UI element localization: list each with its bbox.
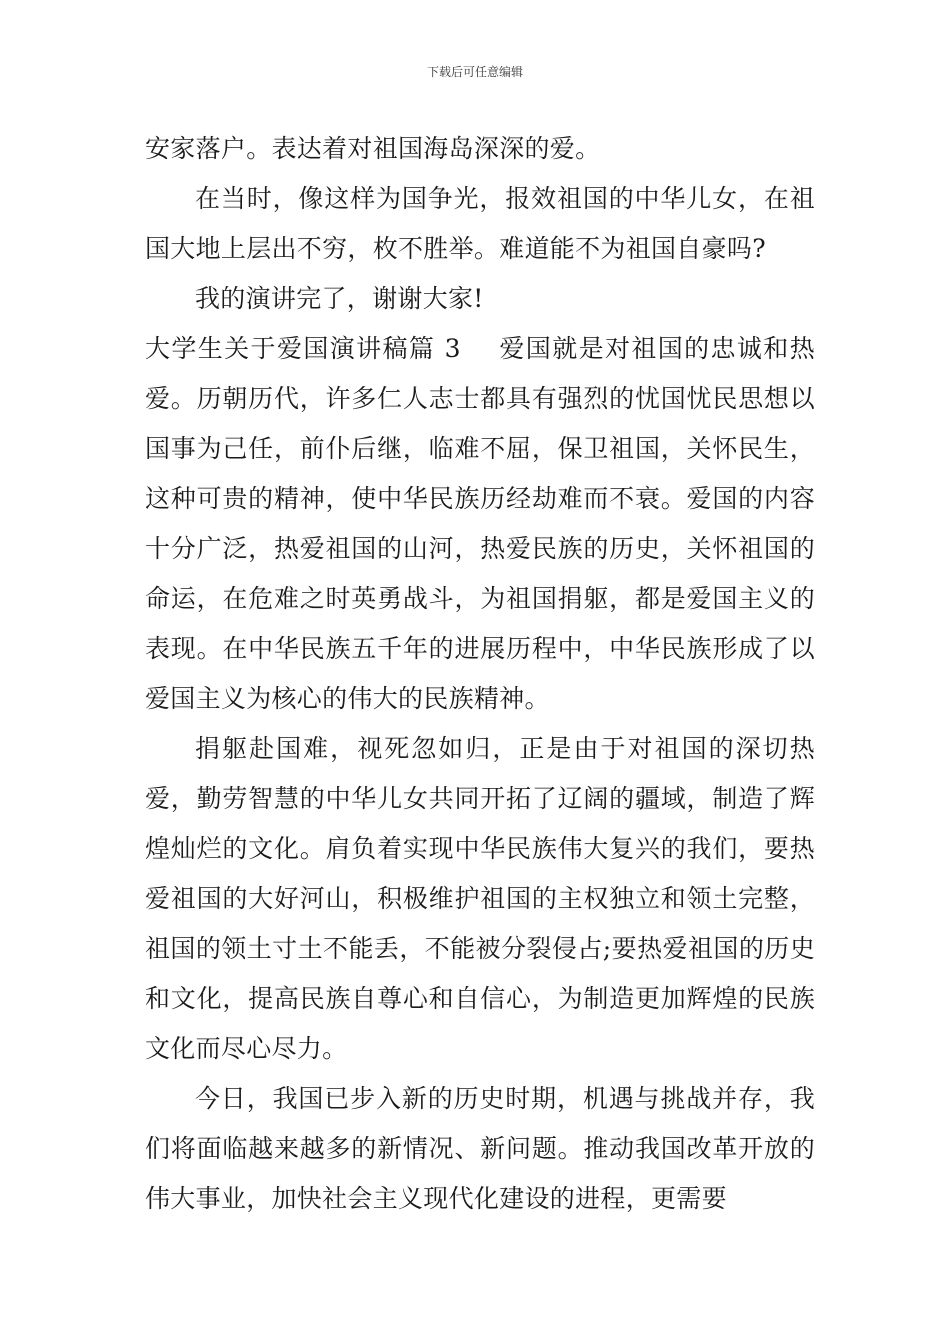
section-title: 大学生关于爱国演讲稿篇 3 — [145, 334, 461, 363]
paragraph-continuation: 安家落户。表达着对祖国海岛深深的爱。 — [145, 134, 601, 163]
paragraph: 在当时，像这样为国争光，报效祖国的中华儿女，在祖国大地上层出不穷，枚不胜举。难道能不为祖国自豪吗? — [145, 184, 815, 263]
paragraph: 捐躯赴国难，视死忽如归，正是由于对祖国的深切热爱，勤劳智慧的中华儿女共同开拓了辽阔的疆域，制造了辉煌灿烂的文化。肩负着实现中华民族伟大复兴的我们，要热爱祖国的大好河山，积极维护祖国的主权独立和领土完整，祖国的领土寸土不能丢，不能被分裂侵占;要热爱祖国的历史和文化，提高民族自尊心和自信心，为制造更加辉煌的民族文化而尽心尽力。 — [145, 734, 815, 1063]
document-body — [145, 124, 815, 1224]
paragraph: 今日，我国已步入新的历史时期，机遇与挑战并存，我们将面临越来越多的新情况、新问题。推动我国改革开放的伟大事业，加快社会主义现代化建设的进程，更需要 — [145, 1084, 815, 1213]
closing-remark: 我的演讲完了，谢谢大家! — [195, 284, 484, 313]
section-block — [145, 324, 815, 724]
section-lead-paragraph: 爱国就是对祖国的忠诚和热爱。历朝历代，许多仁人志士都具有强烈的忧国忧民思想以国事为己任，前仆后继，临难不屈，保卫祖国，关怀民生，这种可贵的精神，使中华民族历经劫难而不衰。爱国的内容十分广泛，热爱祖国的山河，热爱民族的历史，关怀祖国的命运，在危难之时英勇战斗，为祖国捐躯，都是爱国主义的表现。在中华民族五千年的进展历程中，中华民族形成了以爱国主义为核心的伟大的民族精神。 — [145, 334, 815, 713]
page-header-note: 下载后可任意编辑 — [426, 65, 523, 79]
